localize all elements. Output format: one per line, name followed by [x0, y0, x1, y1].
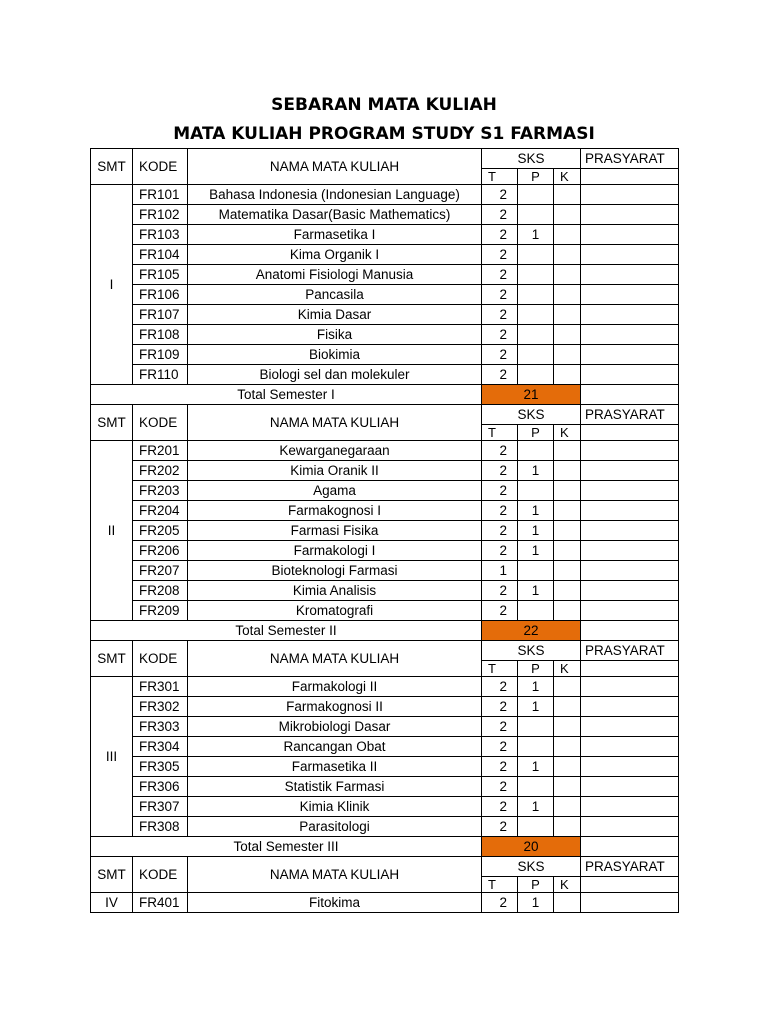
- sks-k: [554, 225, 581, 245]
- sks-p: [518, 817, 554, 837]
- course-name: Kimia Klinik: [188, 797, 482, 817]
- course-code: FR206: [133, 541, 188, 561]
- sks-t: 2: [482, 521, 518, 541]
- sks-t: 2: [482, 185, 518, 205]
- course-code: FR101: [133, 185, 188, 205]
- prasyarat-cell: [581, 677, 679, 697]
- course-row: [91, 677, 679, 697]
- sks-t: 2: [482, 441, 518, 461]
- sks-k: [554, 461, 581, 481]
- course-name: Matematika Dasar(Basic Mathematics): [188, 205, 482, 225]
- course-name: Anatomi Fisiologi Manusia: [188, 265, 482, 285]
- sks-t: 2: [482, 581, 518, 601]
- header-k: K: [554, 425, 581, 441]
- header-smt: SMT: [91, 641, 133, 677]
- course-row: [91, 325, 679, 345]
- course-name: Rancangan Obat: [188, 737, 482, 757]
- prasyarat-cell: [581, 481, 679, 501]
- sks-p: [518, 205, 554, 225]
- sks-k: [554, 581, 581, 601]
- course-row: [91, 817, 679, 837]
- header-sks: SKS: [482, 857, 581, 877]
- course-row: [91, 757, 679, 777]
- course-name: Statistik Farmasi: [188, 777, 482, 797]
- prasyarat-cell: [581, 581, 679, 601]
- sks-k: [554, 501, 581, 521]
- sks-k: [554, 601, 581, 621]
- total-row: [91, 385, 679, 405]
- sks-p: [518, 365, 554, 385]
- course-name: Agama: [188, 481, 482, 501]
- sks-p: 1: [518, 225, 554, 245]
- sks-t: 2: [482, 677, 518, 697]
- header-nama: NAMA MATA KULIAH: [188, 405, 482, 441]
- header-kode: KODE: [133, 857, 188, 893]
- course-code: FR202: [133, 461, 188, 481]
- course-name: Farmakologi II: [188, 677, 482, 697]
- sks-t: 2: [482, 717, 518, 737]
- total-value: 21: [482, 385, 581, 405]
- header-kode: KODE: [133, 149, 188, 185]
- sks-k: [554, 717, 581, 737]
- course-name: Parasitologi: [188, 817, 482, 837]
- sks-t: 1: [482, 561, 518, 581]
- sks-k: [554, 285, 581, 305]
- header-t: T: [482, 877, 518, 893]
- total-row: [91, 837, 679, 857]
- prasyarat-cell: [581, 501, 679, 521]
- header-nama: NAMA MATA KULIAH: [188, 641, 482, 677]
- prasyarat-cell: [581, 717, 679, 737]
- sks-p: [518, 777, 554, 797]
- header-row: [91, 857, 679, 877]
- header-prasyarat: PRASYARAT: [581, 857, 679, 877]
- sks-t: 2: [482, 797, 518, 817]
- course-code: FR306: [133, 777, 188, 797]
- course-row: [91, 601, 679, 621]
- prasyarat-cell: [581, 601, 679, 621]
- sks-t: 2: [482, 893, 518, 913]
- course-name: Farmasi Fisika: [188, 521, 482, 541]
- sks-p: 1: [518, 521, 554, 541]
- course-code: FR205: [133, 521, 188, 541]
- semester-label: III: [91, 677, 133, 837]
- course-name: Biologi sel dan molekuler: [188, 365, 482, 385]
- course-name: Fitokima: [188, 893, 482, 913]
- sks-t: 2: [482, 481, 518, 501]
- course-row: [91, 481, 679, 501]
- sks-p: [518, 185, 554, 205]
- prasyarat-cell: [581, 461, 679, 481]
- total-label: Total Semester III: [91, 837, 482, 857]
- sks-t: 2: [482, 325, 518, 345]
- course-code: FR208: [133, 581, 188, 601]
- course-row: [91, 245, 679, 265]
- course-name: Kimia Dasar: [188, 305, 482, 325]
- course-row: [91, 893, 679, 913]
- sks-k: [554, 205, 581, 225]
- prasyarat-cell: [581, 521, 679, 541]
- header-row: [91, 149, 679, 169]
- course-row: [91, 501, 679, 521]
- course-name: Farmakognosi I: [188, 501, 482, 521]
- course-row: [91, 777, 679, 797]
- prasyarat-cell: [581, 245, 679, 265]
- course-row: [91, 365, 679, 385]
- header-row: [91, 641, 679, 661]
- sks-k: [554, 697, 581, 717]
- header-sks: SKS: [482, 405, 581, 425]
- sks-t: 2: [482, 461, 518, 481]
- course-name: Farmakologi I: [188, 541, 482, 561]
- course-code: FR106: [133, 285, 188, 305]
- header-k: K: [554, 877, 581, 893]
- header-prasyarat-blank: [581, 425, 679, 441]
- header-k: K: [554, 169, 581, 185]
- sks-p: [518, 601, 554, 621]
- semester-label: I: [91, 185, 133, 385]
- document-subtitle: MATA KULIAH PROGRAM STUDY S1 FARMASI: [173, 124, 595, 144]
- course-row: [91, 185, 679, 205]
- course-code: FR203: [133, 481, 188, 501]
- sks-t: 2: [482, 501, 518, 521]
- header-smt: SMT: [91, 405, 133, 441]
- header-kode: KODE: [133, 405, 188, 441]
- course-row: [91, 697, 679, 717]
- header-p: P: [518, 425, 554, 441]
- prasyarat-cell: [581, 365, 679, 385]
- sks-t: 2: [482, 265, 518, 285]
- sks-p: 1: [518, 581, 554, 601]
- course-code: FR302: [133, 697, 188, 717]
- sks-t: 2: [482, 817, 518, 837]
- sks-k: [554, 737, 581, 757]
- header-prasyarat: PRASYARAT: [581, 641, 679, 661]
- prasyarat-cell: [581, 205, 679, 225]
- course-code: FR103: [133, 225, 188, 245]
- prasyarat-cell: [581, 185, 679, 205]
- header-prasyarat: PRASYARAT: [581, 149, 679, 169]
- prasyarat-cell: [581, 345, 679, 365]
- sks-k: [554, 265, 581, 285]
- course-code: FR207: [133, 561, 188, 581]
- header-sks: SKS: [482, 149, 581, 169]
- sks-p: [518, 305, 554, 325]
- sks-k: [554, 521, 581, 541]
- course-code: FR201: [133, 441, 188, 461]
- course-code: FR105: [133, 265, 188, 285]
- course-code: FR304: [133, 737, 188, 757]
- prasyarat-cell: [581, 777, 679, 797]
- course-row: [91, 345, 679, 365]
- sks-t: 2: [482, 245, 518, 265]
- header-sks: SKS: [482, 641, 581, 661]
- sks-p: [518, 325, 554, 345]
- sks-p: [518, 561, 554, 581]
- course-name: Bioteknologi Farmasi: [188, 561, 482, 581]
- sks-p: [518, 245, 554, 265]
- prasyarat-cell: [581, 325, 679, 345]
- semester-label: IV: [91, 893, 133, 913]
- course-row: [91, 541, 679, 561]
- prasyarat-cell: [581, 265, 679, 285]
- header-prasyarat-blank: [581, 877, 679, 893]
- semester-label: II: [91, 441, 133, 621]
- course-row: [91, 461, 679, 481]
- course-row: [91, 441, 679, 461]
- header-p: P: [518, 169, 554, 185]
- course-name: Kimia Analisis: [188, 581, 482, 601]
- course-code: FR308: [133, 817, 188, 837]
- course-name: Kewarganegaraan: [188, 441, 482, 461]
- sks-t: 2: [482, 205, 518, 225]
- sks-t: 2: [482, 601, 518, 621]
- sks-t: 2: [482, 541, 518, 561]
- prasyarat-cell: [581, 561, 679, 581]
- course-row: [91, 521, 679, 541]
- sks-k: [554, 757, 581, 777]
- prasyarat-cell: [581, 893, 679, 913]
- sks-p: 1: [518, 461, 554, 481]
- total-row: [91, 621, 679, 641]
- sks-p: 1: [518, 893, 554, 913]
- sks-k: [554, 561, 581, 581]
- prasyarat-cell: [581, 697, 679, 717]
- prasyarat-cell: [581, 225, 679, 245]
- course-name: Farmasetika I: [188, 225, 482, 245]
- course-code: FR108: [133, 325, 188, 345]
- course-code: FR301: [133, 677, 188, 697]
- sks-k: [554, 325, 581, 345]
- course-name: Farmasetika II: [188, 757, 482, 777]
- sks-k: [554, 541, 581, 561]
- sks-p: 1: [518, 697, 554, 717]
- header-kode: KODE: [133, 641, 188, 677]
- sks-p: 1: [518, 677, 554, 697]
- course-name: Kima Organik I: [188, 245, 482, 265]
- sks-k: [554, 817, 581, 837]
- course-code: FR307: [133, 797, 188, 817]
- course-row: [91, 581, 679, 601]
- sks-p: 1: [518, 541, 554, 561]
- prasyarat-cell: [581, 737, 679, 757]
- course-code: FR204: [133, 501, 188, 521]
- sks-t: 2: [482, 365, 518, 385]
- course-code: FR401: [133, 893, 188, 913]
- sks-k: [554, 797, 581, 817]
- course-row: [91, 717, 679, 737]
- course-code: FR303: [133, 717, 188, 737]
- course-code: FR104: [133, 245, 188, 265]
- curriculum-table: [90, 148, 679, 913]
- sks-p: [518, 481, 554, 501]
- sks-t: 2: [482, 757, 518, 777]
- sks-p: 1: [518, 501, 554, 521]
- prasyarat-cell: [581, 541, 679, 561]
- total-value: 20: [482, 837, 581, 857]
- course-name: Farmakognosi II: [188, 697, 482, 717]
- prasyarat-cell: [581, 757, 679, 777]
- course-row: [91, 285, 679, 305]
- header-t: T: [482, 425, 518, 441]
- header-p: P: [518, 877, 554, 893]
- sks-p: [518, 285, 554, 305]
- sks-t: 2: [482, 285, 518, 305]
- sks-p: [518, 345, 554, 365]
- total-prasyarat-blank: [581, 385, 679, 405]
- header-prasyarat-blank: [581, 169, 679, 185]
- course-row: [91, 561, 679, 581]
- sks-k: [554, 777, 581, 797]
- header-prasyarat: PRASYARAT: [581, 405, 679, 425]
- sks-t: 2: [482, 737, 518, 757]
- total-prasyarat-blank: [581, 621, 679, 641]
- total-prasyarat-blank: [581, 837, 679, 857]
- prasyarat-cell: [581, 441, 679, 461]
- course-row: [91, 225, 679, 245]
- header-nama: NAMA MATA KULIAH: [188, 149, 482, 185]
- sks-t: 2: [482, 225, 518, 245]
- course-code: FR109: [133, 345, 188, 365]
- course-code: FR305: [133, 757, 188, 777]
- header-k: K: [554, 661, 581, 677]
- sks-p: 1: [518, 797, 554, 817]
- prasyarat-cell: [581, 285, 679, 305]
- sks-k: [554, 245, 581, 265]
- sks-t: 2: [482, 305, 518, 325]
- header-p: P: [518, 661, 554, 677]
- header-smt: SMT: [91, 149, 133, 185]
- course-row: [91, 305, 679, 325]
- course-code: FR110: [133, 365, 188, 385]
- prasyarat-cell: [581, 797, 679, 817]
- course-name: Kromatografi: [188, 601, 482, 621]
- sks-k: [554, 185, 581, 205]
- course-name: Biokimia: [188, 345, 482, 365]
- prasyarat-cell: [581, 817, 679, 837]
- header-t: T: [482, 661, 518, 677]
- header-nama: NAMA MATA KULIAH: [188, 857, 482, 893]
- prasyarat-cell: [581, 305, 679, 325]
- total-value: 22: [482, 621, 581, 641]
- course-name: Kimia Oranik II: [188, 461, 482, 481]
- course-name: Bahasa Indonesia (Indonesian Language): [188, 185, 482, 205]
- document-title: SEBARAN MATA KULIAH: [271, 95, 497, 115]
- course-code: FR107: [133, 305, 188, 325]
- sks-p: [518, 265, 554, 285]
- course-row: [91, 205, 679, 225]
- course-code: FR209: [133, 601, 188, 621]
- sks-k: [554, 441, 581, 461]
- sks-k: [554, 345, 581, 365]
- header-t: T: [482, 169, 518, 185]
- sks-p: [518, 737, 554, 757]
- total-label: Total Semester II: [91, 621, 482, 641]
- sks-k: [554, 305, 581, 325]
- sks-k: [554, 893, 581, 913]
- course-row: [91, 265, 679, 285]
- sks-t: 2: [482, 777, 518, 797]
- sks-t: 2: [482, 345, 518, 365]
- course-row: [91, 797, 679, 817]
- sks-k: [554, 677, 581, 697]
- total-label: Total Semester I: [91, 385, 482, 405]
- course-code: FR102: [133, 205, 188, 225]
- header-row: [91, 405, 679, 425]
- sks-t: 2: [482, 697, 518, 717]
- course-name: Pancasila: [188, 285, 482, 305]
- sks-k: [554, 481, 581, 501]
- header-prasyarat-blank: [581, 661, 679, 677]
- course-row: [91, 737, 679, 757]
- sks-p: 1: [518, 757, 554, 777]
- header-smt: SMT: [91, 857, 133, 893]
- course-name: Fisika: [188, 325, 482, 345]
- course-name: Mikrobiologi Dasar: [188, 717, 482, 737]
- sks-k: [554, 365, 581, 385]
- sks-p: [518, 441, 554, 461]
- sks-p: [518, 717, 554, 737]
